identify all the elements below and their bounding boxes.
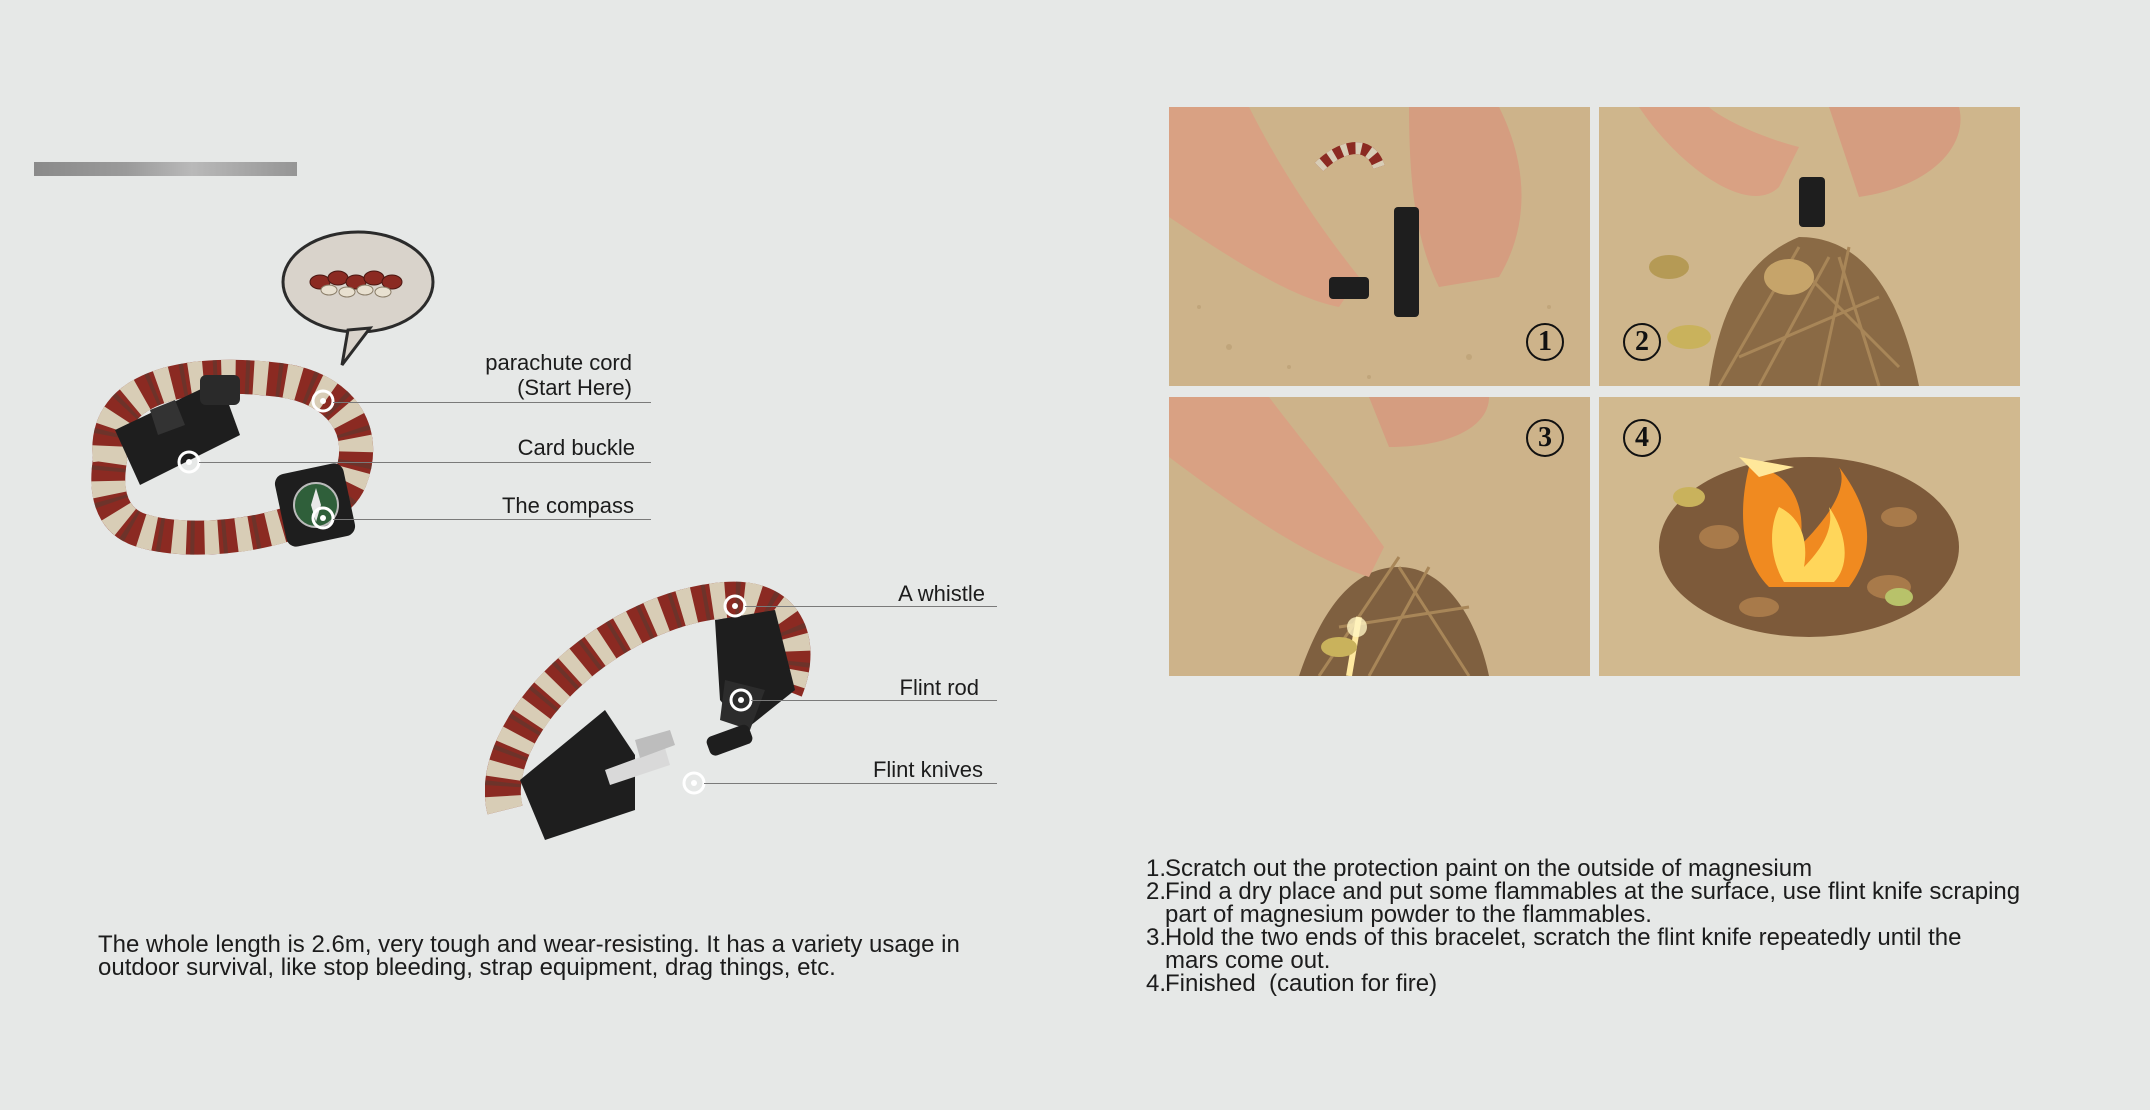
leader-line-compass (333, 519, 651, 520)
bracelet-flint-image (485, 580, 825, 850)
leader-line-whistle (745, 606, 997, 607)
leader-line-flint-rod (751, 700, 997, 701)
label-flint-knives: Flint knives (872, 757, 983, 782)
product-description: The whole length is 2.6m, very tough and wear-resisting. It has a variety usage in outdoor survival, like stop bleeding, strap equipment, drag things, etc. (98, 931, 960, 981)
step-photo-3 (1169, 397, 1590, 676)
step-number-3: 3 (1526, 419, 1564, 457)
instruction-item: 1. Scratch out the protection paint on the outside of magnesium (1146, 855, 1813, 882)
step-photo-1 (1169, 107, 1590, 386)
decorative-bar (34, 162, 297, 176)
label-card-buckle: Card buckle (517, 435, 635, 460)
instruction-item: 3. Hold the two ends of this bracelet, scratch the flint knife repeatedly until the mars come out. (1146, 924, 1962, 974)
leader-line-parachute-cord (333, 402, 651, 403)
step-number-2: 2 (1623, 323, 1661, 361)
step-number-4: 4 (1623, 419, 1661, 457)
step-photo-2 (1599, 107, 2020, 386)
label-whistle: A whistle (898, 581, 985, 606)
step-photo-4 (1599, 397, 2020, 676)
label-parachute-cord: parachute cord (Start Here) (485, 350, 632, 400)
step-number-1: 1 (1526, 323, 1564, 361)
bracelet-compass-image (80, 230, 450, 580)
leader-line-card-buckle (199, 462, 651, 463)
instruction-item: 4. Finished (caution for fire) (1146, 970, 1438, 997)
cord-closeup-bubble (283, 232, 433, 365)
leader-line-flint-knives (704, 783, 997, 784)
label-flint-rod: Flint rod (899, 675, 979, 700)
instruction-item: 2. Find a dry place and put some flammables at the surface, use flint knife scraping part of magnesium powder to the flammables. (1146, 878, 2021, 928)
instruction-list (1146, 857, 2066, 995)
label-compass: The compass (501, 493, 634, 518)
flint-knife-part (520, 710, 675, 840)
